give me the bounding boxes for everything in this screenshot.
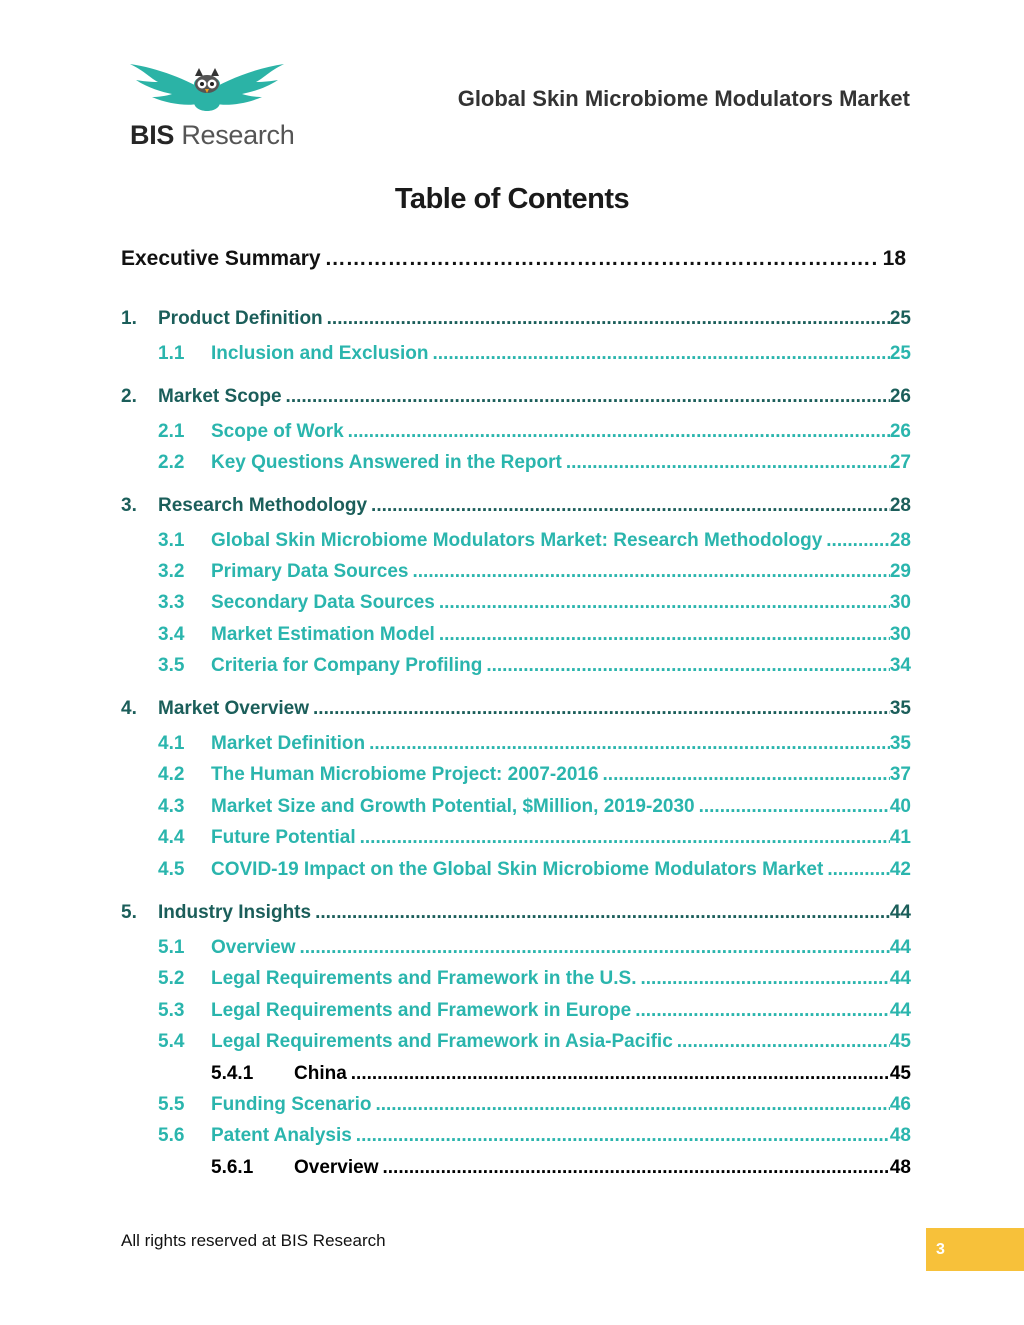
- toc-entry-page: 30: [889, 624, 911, 645]
- toc-entry-page: 28: [889, 530, 911, 551]
- toc-entry-page: 48: [889, 1125, 911, 1146]
- toc-entry-page: 30: [889, 592, 911, 613]
- toc-entry-number: 3.2: [158, 561, 185, 582]
- toc-entry[interactable]: [158, 343, 911, 365]
- toc-entry-page: 44: [889, 1000, 911, 1021]
- toc-entry-page: 27: [889, 452, 911, 473]
- toc-entry-number: 5.2: [158, 968, 185, 989]
- toc-leader-dots: [348, 421, 890, 443]
- toc-entry[interactable]: [211, 1157, 911, 1179]
- toc-entry-label: Product Definition: [158, 308, 323, 329]
- toc-entry-label: Market Definition: [211, 733, 366, 754]
- toc-entry-number: 1.: [121, 308, 137, 329]
- toc-leader-dots: [360, 827, 890, 849]
- toc-entry-page: 26: [889, 421, 911, 442]
- toc-leader-dots: [635, 1000, 890, 1022]
- toc-entry[interactable]: [158, 452, 911, 474]
- toc-entry[interactable]: [121, 308, 911, 330]
- toc-entry[interactable]: [121, 495, 911, 517]
- toc-leader-dots: [439, 592, 890, 614]
- toc-leader-dots: [356, 1125, 890, 1147]
- toc-entry[interactable]: [158, 530, 911, 552]
- toc-entry-label: Criteria for Company Profiling: [211, 655, 483, 676]
- report-title: Global Skin Microbiome Modulators Market: [457, 86, 910, 111]
- toc-leader-dots: [315, 902, 890, 924]
- toc-entry-number: 4.2: [158, 764, 185, 785]
- toc-leader-dots: [375, 1094, 889, 1116]
- toc-entry-number: 5.4: [158, 1031, 185, 1052]
- toc-entry-page: 41: [889, 827, 911, 848]
- toc-entry-label: Funding Scenario: [211, 1094, 372, 1115]
- toc-entry-page: 35: [889, 698, 911, 719]
- toc-entry-label: Key Questions Answered in the Report: [211, 452, 562, 473]
- footer-rights: All rights reserved at BIS Research: [121, 1231, 386, 1250]
- toc-entry-number: 2.2: [158, 452, 185, 473]
- toc-executive-summary[interactable]: [121, 247, 906, 271]
- toc-entry[interactable]: [121, 386, 911, 408]
- toc-entry-label: Primary Data Sources: [211, 561, 409, 582]
- toc-entry[interactable]: [158, 1125, 911, 1147]
- toc-entry-label: Executive Summary: [121, 247, 321, 270]
- toc-entry-label: Legal Requirements and Framework in the U.S.: [211, 968, 637, 989]
- owl-icon: [128, 62, 286, 120]
- toc-entry-label: Industry Insights: [158, 902, 312, 923]
- toc-entry-label: Future Potential: [211, 827, 356, 848]
- toc-entry[interactable]: [158, 796, 911, 818]
- toc-leader-dots: [327, 308, 890, 330]
- toc-entry[interactable]: [158, 937, 911, 959]
- toc-entry-label: Scope of Work: [211, 421, 344, 442]
- toc-leader-dots: [486, 655, 890, 677]
- toc-leader-dots: [369, 733, 890, 755]
- toc-entry-page: 18: [882, 247, 906, 270]
- toc-entry-label: Market Scope: [158, 386, 282, 407]
- toc-entry-page: 26: [889, 386, 911, 407]
- toc-entry[interactable]: [158, 859, 911, 881]
- toc-leader-dots: [351, 1063, 890, 1085]
- toc-entry-number: 5.3: [158, 1000, 185, 1021]
- toc-entry-number: 5.5: [158, 1094, 185, 1115]
- toc-leader-dots: [432, 343, 889, 365]
- toc-entry-number: 4.4: [158, 827, 185, 848]
- toc-entry-page: 48: [889, 1157, 911, 1178]
- toc-entry-number: 4.: [121, 698, 137, 719]
- toc-entry-label: Market Overview: [158, 698, 310, 719]
- toc-entry-number: 4.1: [158, 733, 185, 754]
- toc-entry[interactable]: [158, 968, 911, 990]
- toc-entry-label: Overview: [294, 1157, 379, 1178]
- toc-entry-label: Market Estimation Model: [211, 624, 435, 645]
- toc-entry[interactable]: [158, 827, 911, 849]
- toc-leader-dots: [827, 859, 890, 881]
- toc-entry[interactable]: [121, 902, 911, 924]
- toc-entry-number: 4.3: [158, 796, 185, 817]
- toc-entry-number: 5.: [121, 902, 137, 923]
- toc-entry-number: 5.6.1: [211, 1157, 254, 1178]
- toc-entry-page: 46: [889, 1094, 911, 1115]
- toc-leader-dots: [325, 247, 879, 271]
- toc-leader-dots: [413, 561, 890, 583]
- toc-entry[interactable]: [158, 1000, 911, 1022]
- toc-leader-dots: [300, 937, 890, 959]
- toc-leader-dots: [677, 1031, 890, 1053]
- toc-entry[interactable]: [158, 561, 911, 583]
- toc-entry[interactable]: [158, 655, 911, 677]
- toc-entry-page: 45: [889, 1063, 911, 1084]
- toc-entry[interactable]: [158, 592, 911, 614]
- toc-entry-number: 2.: [121, 386, 137, 407]
- toc-entry[interactable]: [158, 624, 911, 646]
- toc-entry-page: 34: [889, 655, 911, 676]
- toc-entry[interactable]: [211, 1063, 911, 1085]
- logo-wordmark: BIS Research: [130, 120, 295, 150]
- toc-leader-dots: [383, 1157, 890, 1179]
- toc-entry[interactable]: [158, 421, 911, 443]
- toc-entry-label: Global Skin Microbiome Modulators Market: Research Methodology: [211, 530, 823, 551]
- toc-entry-label: Market Size and Growth Potential, $Million, 2019-2030: [211, 796, 695, 817]
- toc-entry-label: China: [294, 1063, 347, 1084]
- toc-entry-number: 5.4.1: [211, 1063, 254, 1084]
- toc-leader-dots: [286, 386, 890, 408]
- toc-entry-number: 3.: [121, 495, 137, 516]
- toc-entry-label: The Human Microbiome Project: 2007-2016: [211, 764, 599, 785]
- toc-leader-dots: [313, 698, 890, 720]
- toc-entry-page: 44: [889, 937, 911, 958]
- toc-entry-page: 37: [889, 764, 911, 785]
- toc-entry[interactable]: [158, 764, 911, 786]
- toc-leader-dots: [699, 796, 890, 818]
- page-number-badge: [926, 1228, 1024, 1271]
- toc-entry-page: 25: [889, 308, 911, 329]
- toc-entry-number: 3.4: [158, 624, 185, 645]
- toc-entry[interactable]: [158, 1031, 911, 1053]
- toc-entry-label: Secondary Data Sources: [211, 592, 435, 613]
- toc-entry[interactable]: [158, 1094, 911, 1116]
- page-number: 3: [936, 1240, 945, 1258]
- toc-entry-label: Research Methodology: [158, 495, 368, 516]
- toc-entry-page: 35: [889, 733, 911, 754]
- toc-entry-number: 3.1: [158, 530, 185, 551]
- toc-heading: Table of Contents: [394, 183, 630, 215]
- toc-entry-page: 42: [889, 859, 911, 880]
- toc-entry-label: Inclusion and Exclusion: [211, 343, 429, 364]
- toc-entry-label: COVID-19 Impact on the Global Skin Microbiome Modulators Market: [211, 859, 824, 880]
- toc-entry-number: 3.3: [158, 592, 185, 613]
- toc-entry-number: 2.1: [158, 421, 185, 442]
- toc-entry-page: 44: [889, 968, 911, 989]
- toc-entry-number: 5.1: [158, 937, 185, 958]
- toc-entry-page: 45: [889, 1031, 911, 1052]
- toc-leader-dots: [439, 624, 890, 646]
- bis-research-logo: [128, 62, 295, 152]
- toc-leader-dots: [826, 530, 890, 552]
- toc-entry-number: 3.5: [158, 655, 185, 676]
- toc-entry-page: 25: [889, 343, 911, 364]
- toc-entry-label: Overview: [211, 937, 296, 958]
- toc-entry-number: 1.1: [158, 343, 185, 364]
- toc-entry-page: 40: [889, 796, 911, 817]
- toc-entry-number: 4.5: [158, 859, 185, 880]
- toc-leader-dots: [603, 764, 890, 786]
- toc-entry[interactable]: [158, 733, 911, 755]
- toc-entry-label: Patent Analysis: [211, 1125, 352, 1146]
- toc-entry[interactable]: [121, 698, 911, 720]
- toc-entry-number: 5.6: [158, 1125, 185, 1146]
- toc-entry-page: 29: [889, 561, 911, 582]
- toc-entry-label: Legal Requirements and Framework in Europe: [211, 1000, 632, 1021]
- toc-leader-dots: [371, 495, 890, 517]
- toc-leader-dots: [566, 452, 890, 474]
- toc-entry-page: 28: [889, 495, 911, 516]
- toc-entry-page: 44: [889, 902, 911, 923]
- toc-entry-label: Legal Requirements and Framework in Asia-Pacific: [211, 1031, 673, 1052]
- toc-leader-dots: [641, 968, 890, 990]
